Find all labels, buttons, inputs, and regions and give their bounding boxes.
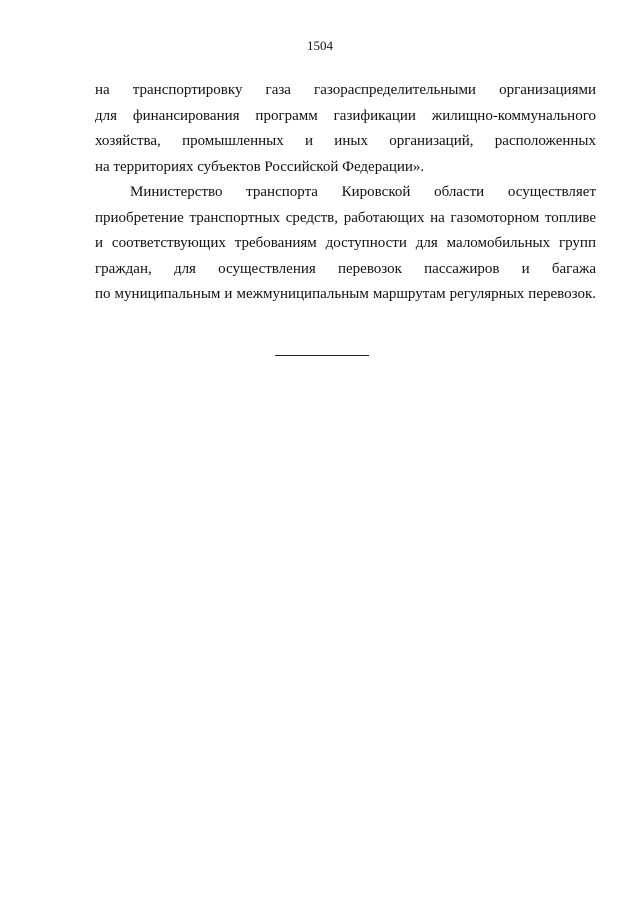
text-line: приобретение транспортных средств, работающих на газомоторном топливе <box>95 209 596 226</box>
end-separator-line <box>275 355 369 356</box>
text-line: и соответствующих требованиям доступности для маломобильных групп <box>95 235 596 251</box>
paragraph-ministry-transport <box>95 180 596 308</box>
text-line: на территориях субъектов Российской Федерации». <box>95 158 425 175</box>
page-number: 1504 <box>307 38 333 53</box>
paragraph-gas-transport <box>95 78 596 180</box>
text-line: граждан, для осуществления перевозок пассажиров и багажа <box>95 260 596 277</box>
text-line: Министерство транспорта Кировской области осуществляет <box>130 184 596 200</box>
text-line: хозяйства, промышленных и иных организаций, расположенных <box>95 133 596 149</box>
text-line: для финансирования программ газификации жилищно-коммунального <box>95 107 596 124</box>
text-line: по муниципальным и межмуниципальным маршрутам регулярных перевозок. <box>95 286 596 302</box>
text-line: на транспортировку газа газораспределительными организациями <box>95 82 596 98</box>
